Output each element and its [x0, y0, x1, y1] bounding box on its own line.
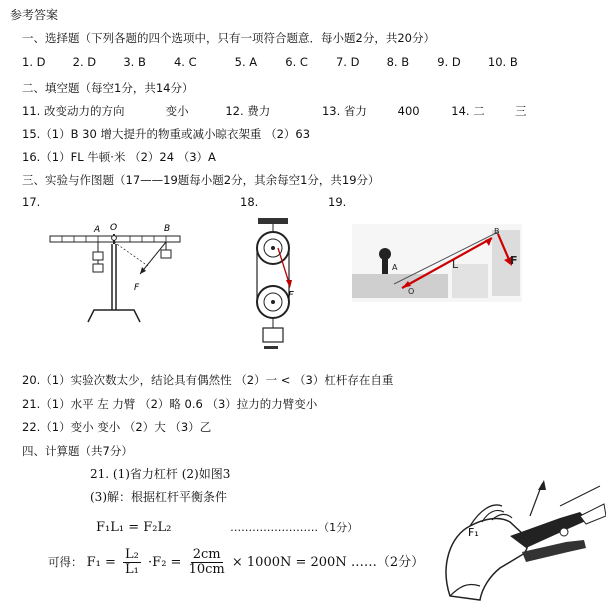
q20-answer: 20.（1）实验次数太少，结论具有偶然性 （2）一 < （3）杠杆存在自重	[22, 373, 394, 387]
q19-label: 19.	[328, 195, 347, 209]
equation-balance	[96, 519, 358, 535]
answer-2: 2. D	[72, 55, 97, 69]
result-prefix: 可得：	[48, 555, 83, 569]
section4-heading: 四、计算题（共7分）	[22, 444, 133, 458]
answer-title: 参考答案	[10, 8, 59, 22]
section1-answers	[22, 55, 518, 69]
fraction-lever-arms	[123, 548, 141, 577]
fig19-label-o: O	[408, 287, 415, 296]
fig18-label-f: F	[288, 290, 294, 301]
fig19-label-b: B	[494, 227, 500, 236]
answer-4: 4. C	[173, 55, 197, 69]
q14-answer: 14. 二	[451, 104, 485, 118]
figure-17-lever	[48, 218, 198, 328]
fraction-2-denominator: 10cm	[188, 562, 225, 577]
answer-10: 10. B	[487, 55, 518, 69]
fig17-label-b: B	[164, 224, 171, 234]
answer-6: 6. C	[285, 55, 308, 69]
q17-label: 17.	[22, 195, 41, 209]
q11-answer-b: 变小	[165, 104, 189, 118]
result-mid: ·F₂ =	[148, 555, 182, 570]
figure-3-pliers	[430, 476, 606, 604]
answer-5: 5. A	[234, 55, 258, 69]
q14-answer-b: 三	[514, 104, 527, 118]
fig17-label-a: A	[94, 225, 101, 235]
q16-answer: 16.（1）FL 牛顿·米 （2）24 （3）A	[22, 150, 216, 164]
fraction-1-numerator: L₂	[125, 547, 139, 562]
q18-label: 18.	[240, 195, 259, 209]
q15-answer: 15.（1）B 30 增大提升的物重或减小晾衣架重 （2）63	[22, 127, 311, 141]
answer-7: 7. D	[335, 55, 360, 69]
calc-line-1: 21. (1)省力杠杆 (2)如图3	[90, 467, 231, 481]
fraction-lengths	[189, 548, 225, 577]
section2-heading: 二、填空题（每空1分，共14分）	[22, 81, 194, 95]
fig17-label-f: F	[134, 283, 140, 293]
q11-answer: 11. 改变动力的方向	[22, 104, 125, 118]
q11-14-line	[22, 103, 526, 119]
answer-1: 1. D	[22, 55, 46, 69]
answer-8: 8. B	[386, 55, 410, 69]
q21-answer: 21.（1）水平 左 力臂 （2）略 0.6 （3）拉力的力臂变小	[22, 397, 318, 411]
figure-19-lever-arm	[352, 224, 522, 302]
q13-answer: 13. 省力	[321, 104, 367, 118]
q22-answer: 22.（1）变小 变小 （2）大 （3）乙	[22, 420, 212, 434]
fraction-1-denominator: L₁	[125, 562, 139, 577]
calc-line-2: (3)解：根据杠杆平衡条件	[90, 490, 227, 504]
answer-3: 3. B	[123, 55, 146, 69]
equation-balance-score: ……………………（1分）	[230, 521, 359, 534]
result-lhs: F₁ =	[86, 555, 116, 570]
fraction-2-numerator: 2cm	[192, 547, 221, 562]
fig19-label-a: A	[392, 263, 398, 272]
section1-heading: 一、选择题（下列各题的四个选项中，只有一项符合题意．每小题2分，共20分）	[22, 31, 435, 45]
figure-18-pulley	[248, 216, 310, 356]
q13-answer-b: 400	[397, 104, 420, 118]
section3-heading: 三、实验与作图题（17——19题每小题2分，其余每空1分，共19分）	[22, 173, 380, 187]
result-tail: × 1000N = 200N ……（2分）	[231, 555, 425, 570]
q12-answer: 12. 费力	[225, 104, 271, 118]
answer-9: 9. D	[437, 55, 461, 69]
fig3-label-f1: F₁	[468, 526, 479, 539]
fig19-label-l: L	[452, 258, 459, 271]
equation-balance-lhs: F₁L₁ = F₂L₂	[96, 520, 172, 535]
fig19-label-f: F	[510, 254, 518, 267]
fig17-label-o: O	[110, 223, 118, 233]
equation-result	[48, 548, 424, 577]
